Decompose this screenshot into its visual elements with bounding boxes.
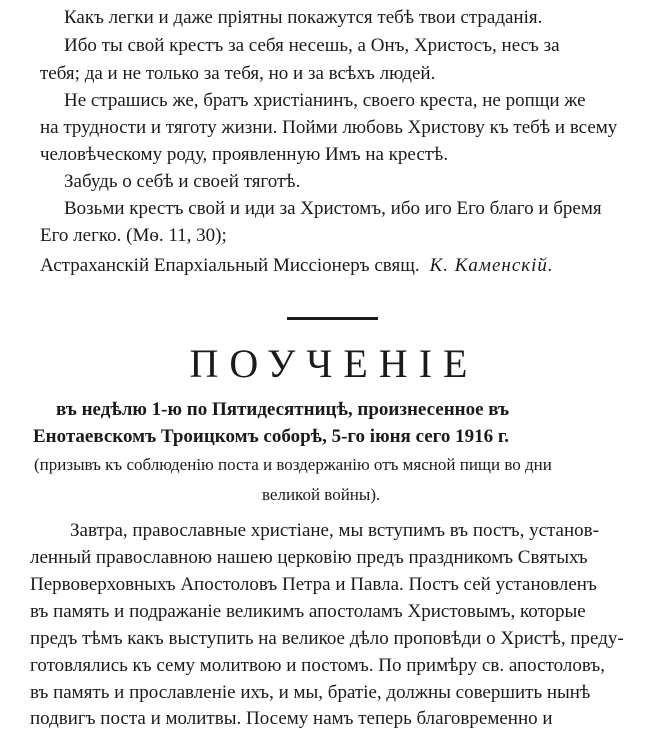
body-line: ленный православною нашею церковію предъ праздникомъ Святыхъ: [30, 547, 588, 568]
body-line: готовлялись къ сему молитвою и постомъ. По примѣру св. апостоловъ,: [30, 655, 605, 676]
text-line: [64, 34, 664, 58]
text-line: Его легко. (Мѳ. 11, 30);: [40, 225, 227, 246]
signature-name: К. Каменскій.: [429, 255, 554, 276]
body-line: подвигъ поста и молитвы. Посему намъ теперь благовременно и: [30, 708, 553, 729]
body-line: Завтра, православные христіане, мы вступимъ въ постъ, установ-: [70, 520, 599, 541]
sermon-note-line-1: (призывъ къ соблюденію поста и воздержанію отъ мясной пищи во дни: [34, 455, 552, 474]
body-line: Первоверховныхъ Апостоловъ Петра и Павла. Постъ сей установленъ: [30, 574, 597, 595]
text-line: человѣческому роду, проявленную Имъ на крестѣ.: [40, 144, 449, 165]
text-line: Возьми крестъ свой и иди за Христомъ, ибо иго Его благо и бремя: [64, 198, 602, 219]
sermon-note-line-2: великой войны).: [262, 485, 381, 504]
sermon-subtitle-line-2: Енотаевскомъ Троицкомъ соборѣ, 5-го іюня сего 1916 г.: [33, 426, 510, 447]
body-line: въ память и прославленіе ихъ, и мы, братіе, должны совершить нынѣ: [30, 682, 591, 703]
text-line-content: Ибо ты свой крестъ за себя несешь, а Онъ, Христосъ, несъ за: [64, 35, 560, 56]
text-line: тебя; да и не только за тебя, но и за всѣхъ людей.: [40, 63, 436, 84]
text-line: на трудности и тяготу жизни. Пойми любовь Христову къ тебѣ и всему: [40, 117, 618, 138]
text-line: Не страшись же, братъ христіанинъ, своего креста, не ропщи же: [64, 90, 586, 111]
sermon-subtitle-line-1: въ недѣлю 1-ю по Пятидесятницѣ, произнесенное въ: [56, 399, 510, 420]
text-line: Какъ легки и даже пріятны покажутся тебѣ твои страданія.: [64, 7, 543, 28]
body-line: предъ тѣмъ какъ выступить на великое дѣло проповѣди о Христѣ, преду-: [30, 628, 624, 649]
signature: [40, 254, 554, 278]
body-line: въ память и подражаніе великимъ апостоламъ Христовымъ, которые: [30, 601, 586, 622]
sermon-title: ПОУЧЕНІЕ: [189, 341, 479, 386]
signature-title: Астраханскій Епархіальный Миссіонеръ свящ.: [40, 255, 420, 276]
text-line: Забудь о себѣ и своей тяготѣ.: [64, 171, 301, 192]
section-divider: [287, 317, 378, 320]
